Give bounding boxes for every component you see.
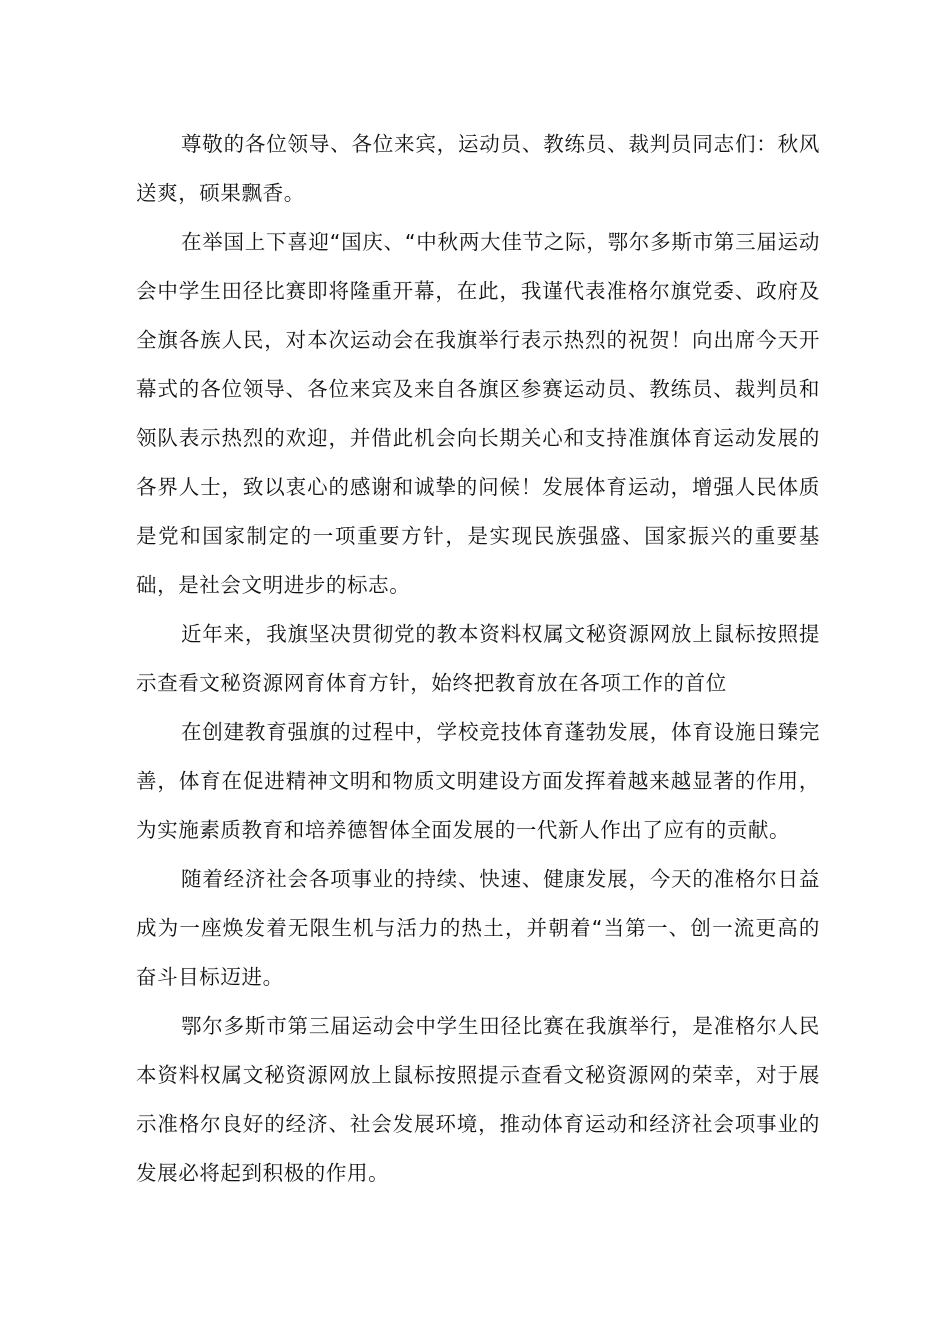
paragraph-economic-growth: 随着经济社会各项事业的持续、快速、健康发展，今天的准格尔日益成为一座焕发着无限生机与活力的热土，并朝着“当第一、创一流更高的奋斗目标迈进。 xyxy=(136,867,820,989)
paragraph-event-significance: 鄂尔多斯市第三届运动会中学生田径比赛在我旗举行，是准格尔人民本资料权属文秘资源网放上鼠标按照提示查看文秘资源网的荣幸，对于展示准格尔良好的经济、社会发展环境，推动体育运动和经济社会项事业的发展必将起到积极的作用。 xyxy=(136,1014,820,1185)
paragraph-greeting: 尊敬的各位领导、各位来宾，运动员、教练员、裁判员同志们：秋风送爽，硕果飘香。 xyxy=(136,132,820,205)
paragraph-sports-development: 在创建教育强旗的过程中，学校竞技体育蓬勃发展，体育设施日臻完善，体育在促进精神文明和物质文明建设方面发挥着越来越显著的作用，为实施素质教育和培养德智体全面发展的一代新人作出了应有的贡献。 xyxy=(136,720,820,842)
paragraph-congratulations: 在举国上下喜迎“国庆、“中秋两大佳节之际，鄂尔多斯市第三届运动会中学生田径比赛即将隆重开幕，在此，我谨代表准格尔旗党委、政府及全旗各族人民，对本次运动会在我旗举行表示热烈的祝贺！向出席今天开幕式的各位领导、各位来宾及来自各旗区参赛运动员、教练员、裁判员和领队表示热烈的欢迎，并借此机会向长期关心和支持准旗体育运动发展的各界人士，致以衷心的感谢和诚挚的问候！发展体育运动，增强人民体质是党和国家制定的一项重要方针，是实现民族强盛、国家振兴的重要基础，是社会文明进步的标志。 xyxy=(136,230,820,597)
paragraph-education-policy: 近年来，我旗坚决贯彻党的教本资料权属文秘资源网放上鼠标按照提示查看文秘资源网育体育方针，始终把教育放在各项工作的首位 xyxy=(136,622,820,695)
document-body xyxy=(136,120,820,1198)
